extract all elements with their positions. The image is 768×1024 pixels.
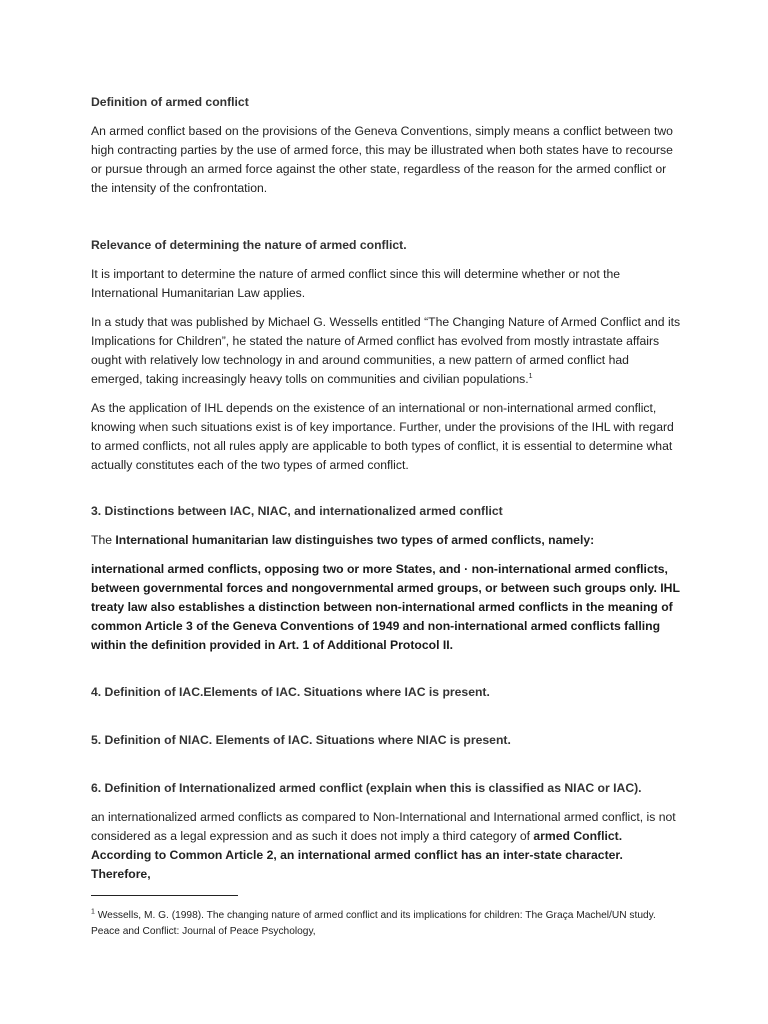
heading-section-6: 6. Definition of Internationalized armed conflict (explain when this is classified as NIAC or IAC). (91, 781, 642, 795)
paragraph-relevance-3: As the application of IHL depends on the existence of an international or non-international armed conflict, knowing when such situations exist is of key importance. Further, under the provisions of the IHL with regard to armed conflicts, not all rules apply are applicable to both types of conflict, it is essential to determine what actually constitutes each of the two types of armed conflict. (91, 401, 674, 472)
paragraph-section-3-intro-bold: International humanitarian law distinguishes two types of armed conflicts, namely: (115, 533, 595, 547)
document-page (91, 0, 681, 1024)
paragraph-relevance-2-text: In a study that was published by Michael G. Wessells entitled “The Changing Nature of Armed Conflict and its Implications for Children”, he stated the nature of Armed conflict has evolved from mostly intrastate affairs ought with relatively low technology in and around communities, a new pattern of armed conflict had emerged, taking increasingly heavy tolls on communities and civilian populations. (91, 315, 681, 386)
footnote-number: 1 (91, 908, 95, 916)
footnote-separator (91, 895, 238, 896)
heading-section-5: 5. Definition of NIAC. Elements of IAC. Situations where NIAC is present. (91, 733, 511, 747)
footnote-text: Wessells, M. G. (1998). The changing nature of armed conflict and its implications for children: The Graça Machel/UN study. Peace and Conflict: Journal of Peace Psychology, (91, 910, 656, 938)
heading-relevance: Relevance of determining the nature of armed conflict. (91, 238, 407, 252)
heading-section-4: 4. Definition of IAC.Elements of IAC. Situations where IAC is present. (91, 685, 490, 699)
paragraph-relevance-2 (91, 313, 681, 389)
paragraph-section-6-lead: an internationalized armed conflicts as compared to Non-International and International armed conflict, is not considered as a legal expression and as such it does not imply a third category of (91, 810, 676, 843)
paragraph-definition: An armed conflict based on the provisions of the Geneva Conventions, simply means a conflict between two high contracting parties by the use of armed force, this may be illustrated when both states have to recourse or pursue through an armed force against the other state, regardless of the reason for the armed conflict or the intensity of the confrontation. (91, 124, 673, 195)
paragraph-section-3-intro (91, 531, 681, 550)
footnote (91, 908, 681, 940)
heading-definition-of-armed-conflict: Definition of armed conflict (91, 95, 249, 109)
paragraph-section-3-body: international armed conflicts, opposing two or more States, and · non-international armed conflicts, between governmental forces and nongovernmental armed groups, or between such groups only. IHL treaty law also establishes a distinction between non-international armed conflicts in the meaning of common Article 3 of the Geneva Conventions of 1949 and non-international armed conflicts falling within the definition provided in Art. 1 of Additional Protocol II. (91, 562, 680, 652)
footnote-reference: 1 (528, 372, 533, 380)
paragraph-section-6-bold: armed Conflict. According to Common Article 2, an international armed conflict has an inter-state character. Therefore, (91, 829, 623, 881)
paragraph-relevance-1: It is important to determine the nature of armed conflict since this will determine whether or not the International Humanitarian Law applies. (91, 267, 621, 300)
paragraph-section-3-intro-lead: The (91, 533, 116, 547)
paragraph-section-6 (91, 808, 681, 884)
heading-section-3: 3. Distinctions between IAC, NIAC, and internationalized armed conflict (91, 504, 503, 518)
